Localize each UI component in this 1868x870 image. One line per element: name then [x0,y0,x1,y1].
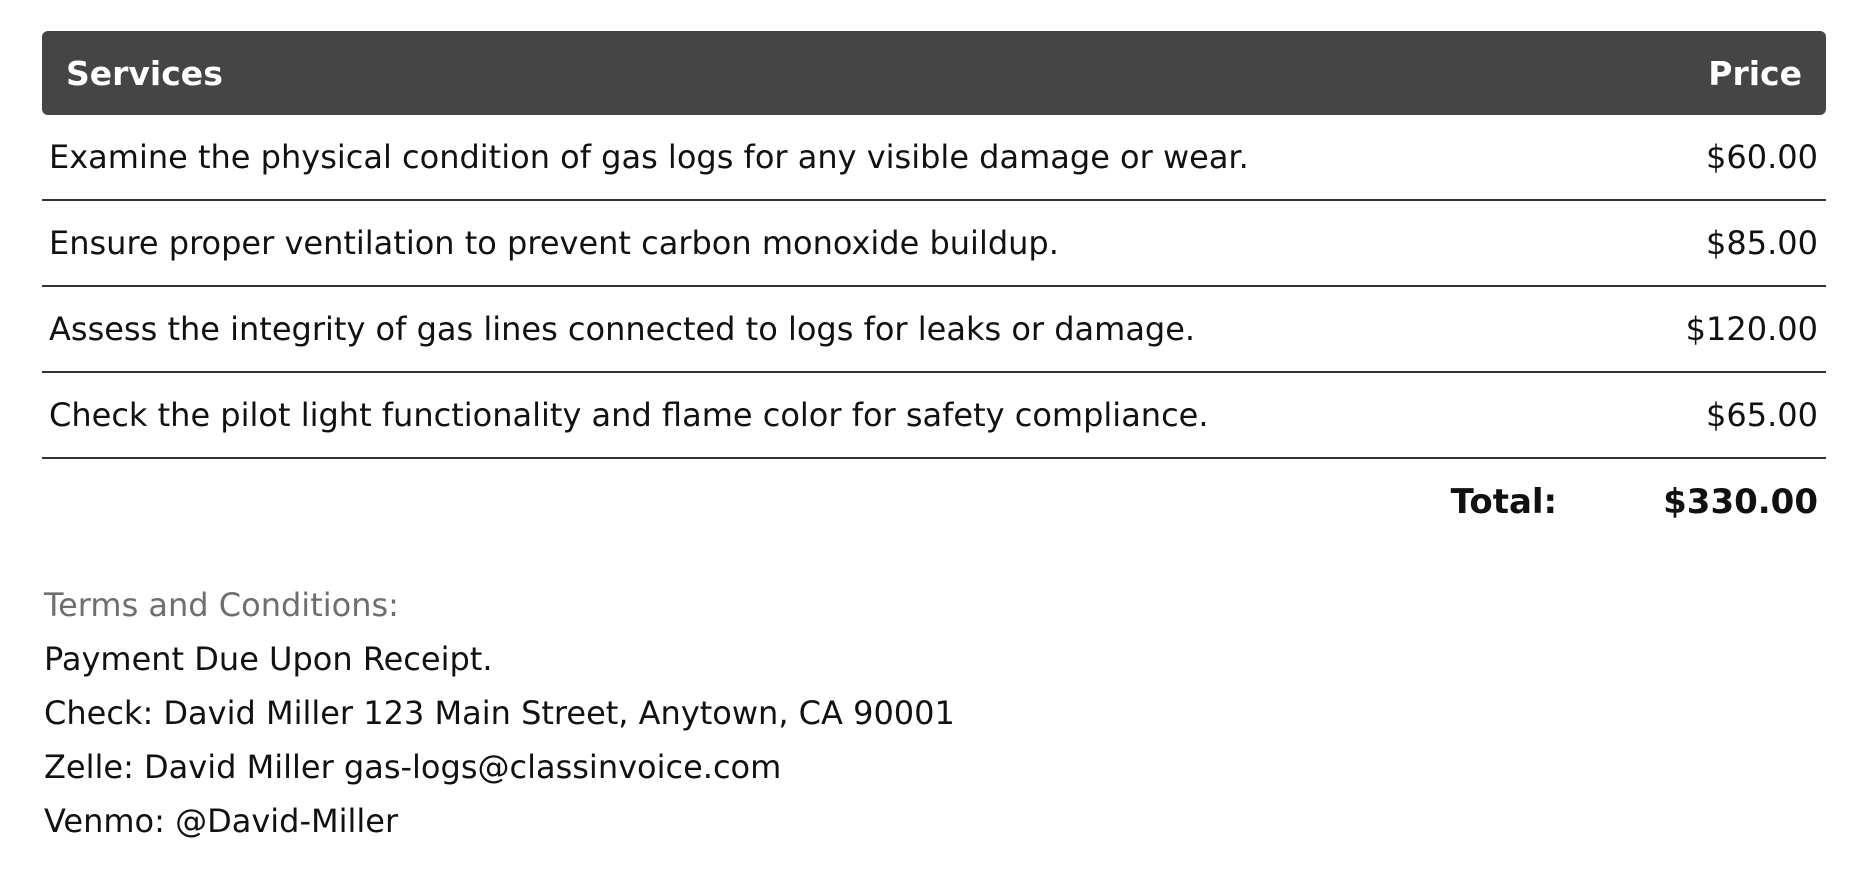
terms-check: Check: David Miller 123 Main Street, Anytown, CA 90001 [44,694,955,732]
table-row [42,287,1826,373]
price-column-header: Price [1708,53,1802,93]
service-price: $60.00 [1706,138,1818,176]
service-price: $85.00 [1706,224,1818,262]
total-label: Total: [1450,482,1558,522]
service-description: Assess the integrity of gas lines connected to logs for leaks or damage. [49,310,1196,348]
invoice-services-table [42,31,1826,545]
table-header [42,31,1826,115]
services-column-header: Services [66,53,223,93]
service-rows [42,115,1826,459]
terms-and-conditions [44,578,1244,848]
total-row [42,459,1826,545]
service-description: Check the pilot light functionality and flame color for safety compliance. [49,396,1209,434]
service-description: Examine the physical condition of gas logs for any visible damage or wear. [49,138,1249,176]
table-row [42,373,1826,459]
service-price: $120.00 [1685,310,1818,348]
terms-title: Terms and Conditions: [44,586,399,624]
terms-zelle: Zelle: David Miller gas-logs@classinvoice.com [44,748,782,786]
service-price: $65.00 [1706,396,1818,434]
terms-venmo: Venmo: @David-Miller [44,802,399,840]
terms-payment-due: Payment Due Upon Receipt. [44,640,493,678]
total-value: $330.00 [1663,482,1818,522]
table-row [42,115,1826,201]
service-description: Ensure proper ventilation to prevent carbon monoxide buildup. [49,224,1059,262]
table-row [42,201,1826,287]
